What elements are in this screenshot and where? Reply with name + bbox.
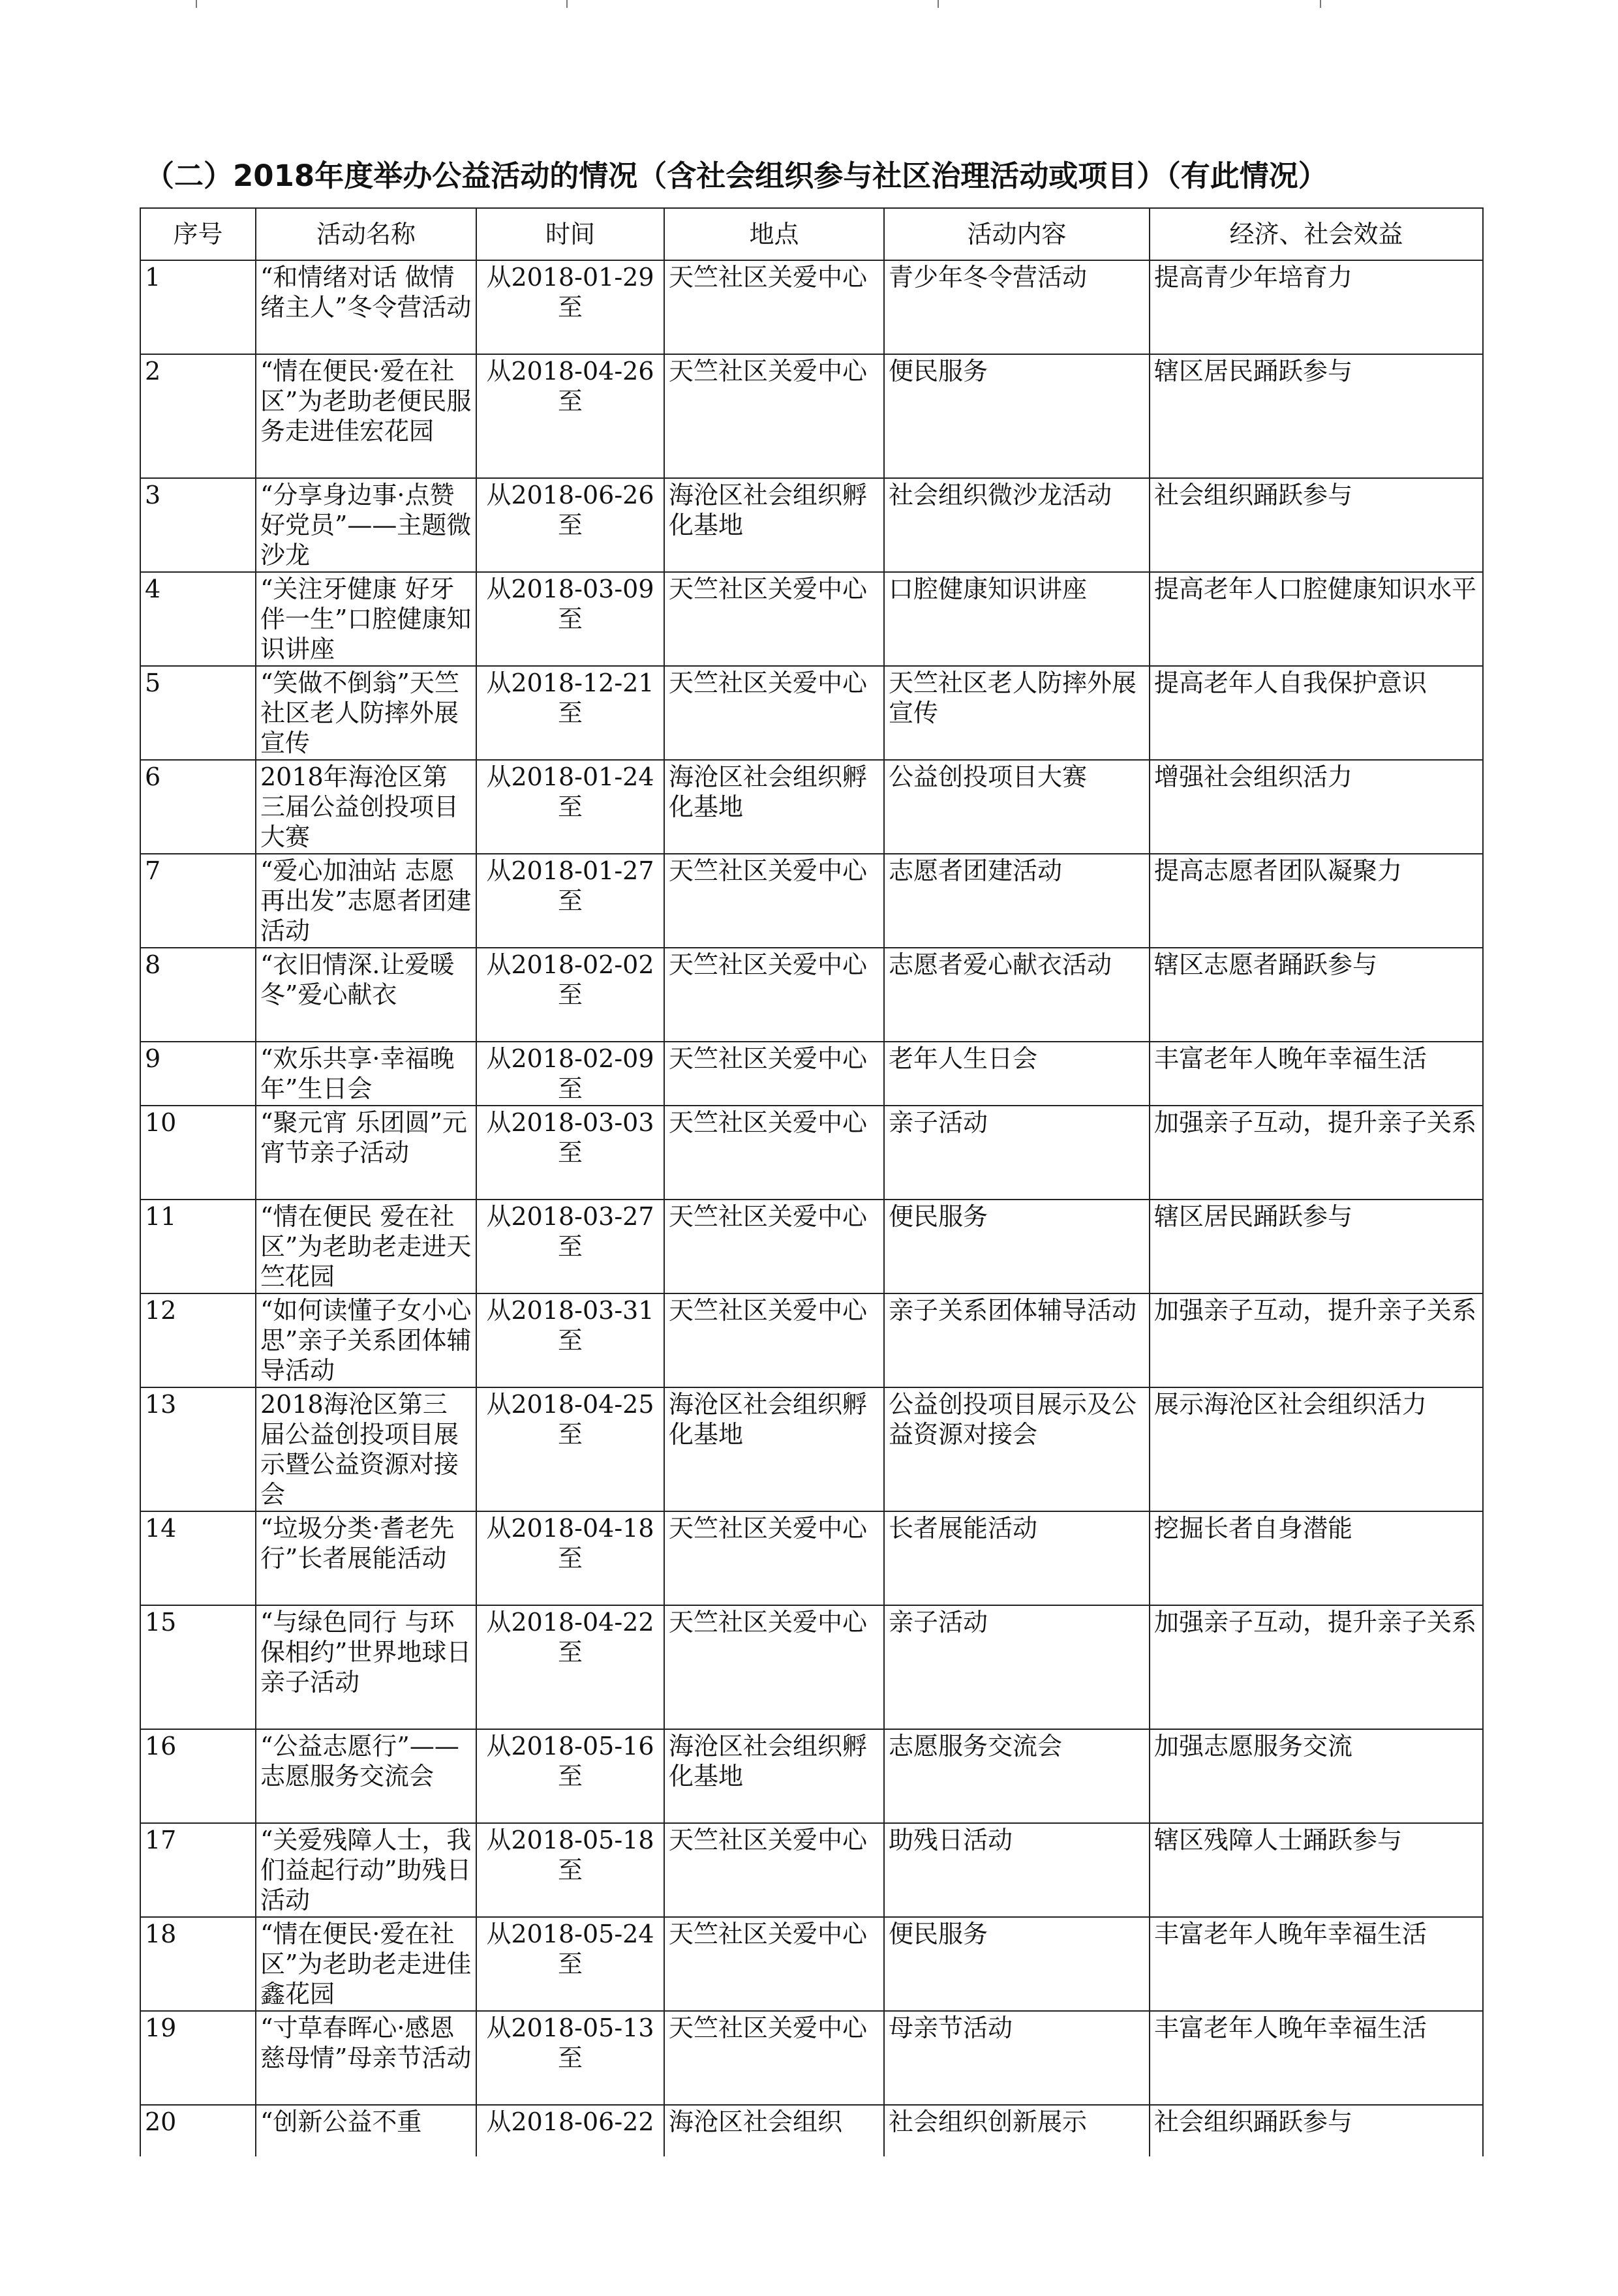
cell-place: 海沧区社会组织孵化基地 <box>664 478 884 572</box>
cell-name: “公益志愿行”——志愿服务交流会 <box>256 1729 476 1823</box>
cell-no: 19 <box>140 2011 256 2105</box>
cell-name: “情在便民·爱在社区”为老助老走进佳鑫花园 <box>256 1917 476 2011</box>
cell-benefit: 社会组织踊跃参与 <box>1150 2105 1483 2156</box>
cell-time: 从2018-05-18 至 <box>476 1823 664 1917</box>
cell-benefit: 辖区居民踊跃参与 <box>1150 354 1483 478</box>
cell-place: 天竺社区关爱中心 <box>664 1042 884 1106</box>
cell-content: 便民服务 <box>884 1917 1150 2011</box>
cell-no: 3 <box>140 478 256 572</box>
cell-place: 天竺社区关爱中心 <box>664 1823 884 1917</box>
cell-content: 长者展能活动 <box>884 1511 1150 1605</box>
table-row <box>140 760 1483 854</box>
cell-benefit: 辖区志愿者踊跃参与 <box>1150 948 1483 1042</box>
cell-time: 从2018-12-21 至 <box>476 666 664 760</box>
cell-time: 从2018-03-09 至 <box>476 572 664 666</box>
header-time: 时间 <box>476 208 664 260</box>
cell-content: 志愿服务交流会 <box>884 1729 1150 1823</box>
cell-place: 天竺社区关爱中心 <box>664 1917 884 2011</box>
cell-place: 天竺社区关爱中心 <box>664 354 884 478</box>
cell-no: 13 <box>140 1387 256 1511</box>
cell-content: 便民服务 <box>884 354 1150 478</box>
cell-place: 天竺社区关爱中心 <box>664 1605 884 1729</box>
cell-benefit: 展示海沧区社会组织活力 <box>1150 1387 1483 1511</box>
cell-no: 12 <box>140 1293 256 1387</box>
cell-place: 天竺社区关爱中心 <box>664 572 884 666</box>
cell-content: 公益创投项目大赛 <box>884 760 1150 854</box>
cell-name: “寸草春晖心·感恩慈母情”母亲节活动 <box>256 2011 476 2105</box>
cell-benefit: 丰富老年人晚年幸福生活 <box>1150 1042 1483 1106</box>
header-place: 地点 <box>664 208 884 260</box>
cell-name: “分享身边事·点赞好党员”——主题微沙龙 <box>256 478 476 572</box>
cell-name: “与绿色同行 与环保相约”世界地球日亲子活动 <box>256 1605 476 1729</box>
cell-benefit: 丰富老年人晚年幸福生活 <box>1150 2011 1483 2105</box>
cell-place: 天竺社区关爱中心 <box>664 1106 884 1200</box>
cell-time: 从2018-05-13 至 <box>476 2011 664 2105</box>
cell-content: 公益创投项目展示及公益资源对接会 <box>884 1387 1150 1511</box>
cell-benefit: 加强志愿服务交流 <box>1150 1729 1483 1823</box>
cell-name: “情在便民 爱在社区”为老助老走进天竺花园 <box>256 1200 476 1293</box>
cell-no: 20 <box>140 2105 256 2156</box>
cell-benefit: 加强亲子互动，提升亲子关系 <box>1150 1293 1483 1387</box>
table-row <box>140 1605 1483 1729</box>
cell-name: “关爱残障人士，我们益起行动”助残日活动 <box>256 1823 476 1917</box>
cell-content: 口腔健康知识讲座 <box>884 572 1150 666</box>
cell-time: 从2018-06-26 至 <box>476 478 664 572</box>
cell-content: 社会组织微沙龙活动 <box>884 478 1150 572</box>
cell-time: 从2018-04-25 至 <box>476 1387 664 1511</box>
cell-no: 5 <box>140 666 256 760</box>
cell-time: 从2018-04-22 至 <box>476 1605 664 1729</box>
cell-content: 母亲节活动 <box>884 2011 1150 2105</box>
table-row <box>140 948 1483 1042</box>
cell-name: “聚元宵 乐团圆”元宵节亲子活动 <box>256 1106 476 1200</box>
cell-content: 亲子活动 <box>884 1605 1150 1729</box>
table-row <box>140 1106 1483 1200</box>
cell-no: 15 <box>140 1605 256 1729</box>
table-row <box>140 666 1483 760</box>
cell-no: 6 <box>140 760 256 854</box>
table-row <box>140 1729 1483 1823</box>
cell-place: 天竺社区关爱中心 <box>664 948 884 1042</box>
header-content: 活动内容 <box>884 208 1150 260</box>
cell-name: “爱心加油站 志愿再出发”志愿者团建活动 <box>256 854 476 948</box>
cell-place: 天竺社区关爱中心 <box>664 1200 884 1293</box>
cell-benefit: 丰富老年人晚年幸福生活 <box>1150 1917 1483 2011</box>
cell-place: 海沧区社会组织 <box>664 2105 884 2156</box>
table-row <box>140 854 1483 948</box>
cell-place: 海沧区社会组织孵化基地 <box>664 760 884 854</box>
cell-content: 青少年冬令营活动 <box>884 260 1150 354</box>
cell-name: “垃圾分类·耆老先行”长者展能活动 <box>256 1511 476 1605</box>
cell-content: 便民服务 <box>884 1200 1150 1293</box>
table-row <box>140 2011 1483 2105</box>
cell-no: 4 <box>140 572 256 666</box>
activities-table <box>140 207 1484 2156</box>
table-row <box>140 1293 1483 1387</box>
cell-time: 从2018-06-22 <box>476 2105 664 2156</box>
cell-no: 2 <box>140 354 256 478</box>
table-row <box>140 1200 1483 1293</box>
cell-time: 从2018-04-18 至 <box>476 1511 664 1605</box>
cell-no: 14 <box>140 1511 256 1605</box>
cell-no: 9 <box>140 1042 256 1106</box>
table-row <box>140 572 1483 666</box>
cell-time: 从2018-01-24 至 <box>476 760 664 854</box>
cell-benefit: 提高老年人自我保护意识 <box>1150 666 1483 760</box>
cell-place: 天竺社区关爱中心 <box>664 854 884 948</box>
cell-time: 从2018-04-26 至 <box>476 354 664 478</box>
table-row <box>140 1387 1483 1511</box>
cell-benefit: 提高老年人口腔健康知识水平 <box>1150 572 1483 666</box>
table-row <box>140 260 1483 354</box>
table-body <box>140 260 1483 2156</box>
table-row <box>140 354 1483 478</box>
cell-no: 16 <box>140 1729 256 1823</box>
table-row <box>140 1917 1483 2011</box>
scan-edge-marks <box>0 0 1618 9</box>
header-benefit: 经济、社会效益 <box>1150 208 1483 260</box>
cell-time: 从2018-03-03 至 <box>476 1106 664 1200</box>
cell-no: 1 <box>140 260 256 354</box>
cell-name: “和情绪对话 做情绪主人”冬令营活动 <box>256 260 476 354</box>
cell-no: 11 <box>140 1200 256 1293</box>
cell-name: “关注牙健康 好牙伴一生”口腔健康知识讲座 <box>256 572 476 666</box>
table-row <box>140 1511 1483 1605</box>
cell-time: 从2018-02-09 至 <box>476 1042 664 1106</box>
cell-content: 天竺社区老人防摔外展宣传 <box>884 666 1150 760</box>
cell-benefit: 社会组织踊跃参与 <box>1150 478 1483 572</box>
cell-name: “衣旧情深.让爱暖冬”爱心献衣 <box>256 948 476 1042</box>
cell-place: 天竺社区关爱中心 <box>664 260 884 354</box>
section-heading: （二）2018年度举办公益活动的情况（含社会组织参与社区治理活动或项目）（有此情况） <box>145 159 1328 193</box>
cell-no: 7 <box>140 854 256 948</box>
cell-time: 从2018-01-27 至 <box>476 854 664 948</box>
cell-place: 海沧区社会组织孵化基地 <box>664 1729 884 1823</box>
cell-time: 从2018-01-29 至 <box>476 260 664 354</box>
cell-content: 亲子关系团体辅导活动 <box>884 1293 1150 1387</box>
cell-name: 2018海沧区第三届公益创投项目展示暨公益资源对接会 <box>256 1387 476 1511</box>
cell-benefit: 辖区残障人士踊跃参与 <box>1150 1823 1483 1917</box>
cell-content: 亲子活动 <box>884 1106 1150 1200</box>
cell-benefit: 加强亲子互动，提升亲子关系 <box>1150 1106 1483 1200</box>
table-row <box>140 1823 1483 1917</box>
cell-no: 8 <box>140 948 256 1042</box>
cell-place: 天竺社区关爱中心 <box>664 1511 884 1605</box>
cell-benefit: 提高青少年培育力 <box>1150 260 1483 354</box>
cell-content: 社会组织创新展示 <box>884 2105 1150 2156</box>
cell-content: 志愿者爱心献衣活动 <box>884 948 1150 1042</box>
cell-benefit: 加强亲子互动，提升亲子关系 <box>1150 1605 1483 1729</box>
cell-benefit: 辖区居民踊跃参与 <box>1150 1200 1483 1293</box>
cell-name: “笑做不倒翁”天竺社区老人防摔外展宣传 <box>256 666 476 760</box>
table-header-row <box>140 208 1483 260</box>
cell-name: “如何读懂子女小心思”亲子关系团体辅导活动 <box>256 1293 476 1387</box>
cell-no: 10 <box>140 1106 256 1200</box>
cell-no: 18 <box>140 1917 256 2011</box>
header-name: 活动名称 <box>256 208 476 260</box>
cell-content: 助残日活动 <box>884 1823 1150 1917</box>
cell-content: 志愿者团建活动 <box>884 854 1150 948</box>
cell-no: 17 <box>140 1823 256 1917</box>
cell-place: 天竺社区关爱中心 <box>664 2011 884 2105</box>
cell-name: “情在便民·爱在社区”为老助老便民服务走进佳宏花园 <box>256 354 476 478</box>
table-row <box>140 478 1483 572</box>
cell-benefit: 提高志愿者团队凝聚力 <box>1150 854 1483 948</box>
header-no: 序号 <box>140 208 256 260</box>
cell-time: 从2018-03-31 至 <box>476 1293 664 1387</box>
cell-place: 海沧区社会组织孵化基地 <box>664 1387 884 1511</box>
cell-time: 从2018-02-02 至 <box>476 948 664 1042</box>
cell-content: 老年人生日会 <box>884 1042 1150 1106</box>
cell-benefit: 挖掘长者自身潜能 <box>1150 1511 1483 1605</box>
cell-time: 从2018-03-27 至 <box>476 1200 664 1293</box>
cell-time: 从2018-05-24 至 <box>476 1917 664 2011</box>
cell-benefit: 增强社会组织活力 <box>1150 760 1483 854</box>
cell-name: “创新公益不重 <box>256 2105 476 2156</box>
cell-time: 从2018-05-16 至 <box>476 1729 664 1823</box>
table-row <box>140 1042 1483 1106</box>
cell-name: 2018年海沧区第三届公益创投项目大赛 <box>256 760 476 854</box>
cell-name: “欢乐共享·幸福晚年”生日会 <box>256 1042 476 1106</box>
cell-place: 天竺社区关爱中心 <box>664 666 884 760</box>
table-row <box>140 2105 1483 2156</box>
cell-place: 天竺社区关爱中心 <box>664 1293 884 1387</box>
